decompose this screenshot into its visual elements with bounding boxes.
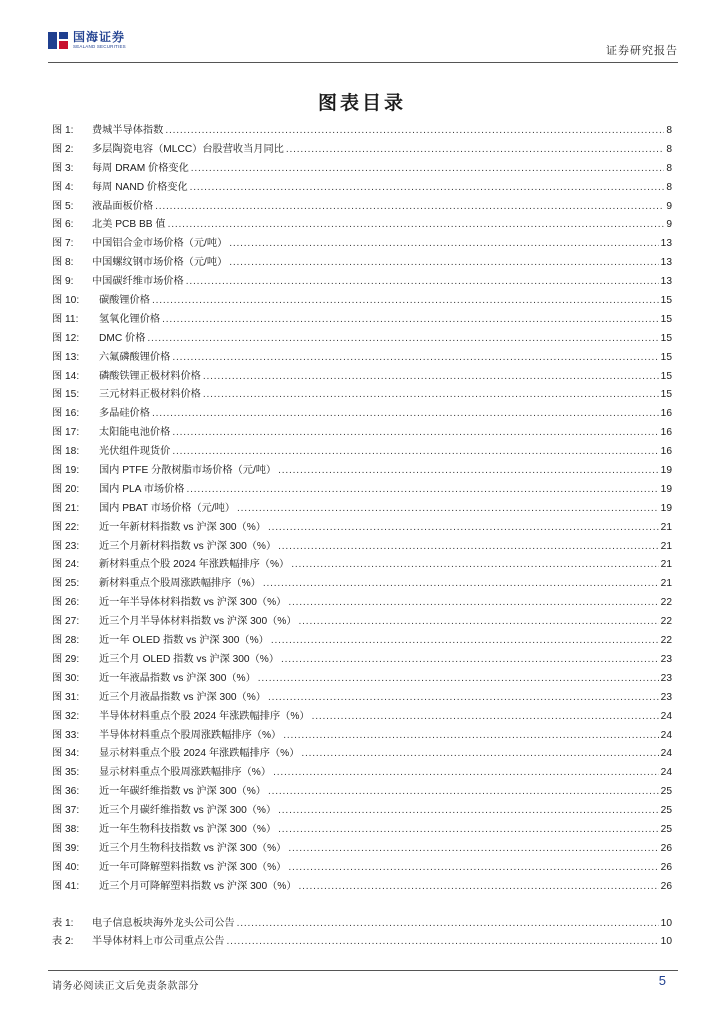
toc-entry-title: 磷酸铁锂正极材料价格 [99,370,201,382]
toc-dot-leader [172,427,658,438]
toc-entry-page: 15 [660,295,672,307]
toc-entry-label: 图 29: [52,653,80,665]
toc-figure-entry[interactable] [52,310,672,329]
toc-entry-title: 半导体材料重点个股 2024 年涨跌幅排序（%） [99,710,310,722]
toc-figure-entry[interactable] [52,423,672,442]
toc-entry-title: 近一年新材料指数 vs 沪深 300（%） [99,521,266,533]
logo-name-en: SEALAND SECURITIES [73,43,126,49]
toc-entry-title: 近三个月半导体材料指数 vs 沪深 300（%） [99,616,297,628]
toc-entry-label: 图 34: [52,748,80,760]
toc-dot-leader [273,767,659,778]
toc-entry-page: 8 [666,125,672,136]
page-number: 5 [658,973,666,988]
toc-dot-leader [268,522,659,533]
toc-entry-page: 26 [660,880,672,892]
toc-entry-page: 21 [660,559,672,571]
toc-figure-entry[interactable] [52,858,672,877]
toc-entry-page: 24 [660,748,672,760]
toc-dot-leader [258,673,659,684]
toc-entry-label: 图 4: [52,181,74,193]
toc-dot-leader [278,465,659,476]
toc-dot-leader [172,352,658,363]
toc-figure-entry[interactable] [52,253,672,272]
toc-entry-label: 图 33: [52,729,80,741]
toc-figure-entry[interactable] [52,197,672,216]
toc-entry-label: 图 27: [52,616,80,628]
toc-entry-label: 图 8: [52,257,74,269]
toc-entry-title: 国内 PBAT 市场价格（元/吨） [99,502,236,514]
logo-mark-icon [48,30,68,50]
toc-dot-leader [299,616,659,627]
toc-entry-label: 表 2: [52,936,74,948]
toc-figure-entry[interactable] [52,140,672,159]
toc-dot-leader [291,559,658,570]
toc-entry-label: 图 16: [52,408,80,420]
toc-entry-title: 中国铝合金市场价格（元/吨） [92,238,228,250]
toc-entry-label: 图 11: [52,313,79,325]
toc-figure-entry[interactable] [52,839,672,858]
toc-entry-page: 13 [660,238,672,250]
toc-entry-title: 近一年可降解塑料指数 vs 沪深 300（%） [99,861,287,873]
toc-entry-page: 21 [660,540,672,552]
toc-entry-title: 国内 PTFE 分散树脂市场价格（元/吨） [99,465,277,477]
toc-figure-entry[interactable] [52,121,672,140]
toc-entry-label: 图 6: [52,219,74,231]
toc-dot-leader [203,389,659,400]
toc-figure-entry[interactable] [52,272,672,291]
toc-dot-leader [283,730,658,741]
toc-entry-page: 24 [660,767,672,779]
toc-entry-label: 图 39: [52,842,80,854]
toc-entry-label: 图 3: [52,162,74,174]
toc-entry-label: 图 17: [52,427,80,439]
toc-entry-page: 9 [666,219,672,231]
toc-figure-entry[interactable] [52,215,672,234]
toc-dot-leader [301,748,658,759]
toc-entry-title: 中国碳纤维市场价格 [92,276,184,288]
toc-dot-leader [229,257,658,268]
page-title: 图表目录 [317,93,406,114]
toc-figure-entry[interactable] [52,329,672,348]
toc-entry-label: 图 28: [52,635,80,647]
toc-entry-label: 图 19: [52,465,80,477]
toc-figure-entry[interactable] [52,574,672,593]
toc-entry-title: 近一年液晶指数 vs 沪深 300（%） [99,672,256,684]
toc-figure-entry[interactable] [52,461,672,480]
toc-dot-leader [268,692,659,703]
toc-entry-page: 21 [660,521,672,533]
toc-dot-leader [281,654,659,665]
footer-divider [48,970,678,971]
toc-entry-title: 近一年 OLED 指数 vs 沪深 300（%） [99,635,269,647]
toc-entry-page: 19 [660,465,672,477]
toc-entry-page: 22 [660,597,672,609]
toc-dot-leader [191,163,665,174]
toc-entry-page: 26 [660,842,672,854]
toc-entry-title: 近一年碳纤维指数 vs 沪深 300（%） [99,786,266,798]
toc-dot-leader [152,408,659,419]
footer-disclaimer: 请务必阅读正文后免责条款部分 [52,981,199,992]
toc-entry-title: 三元材料正极材料价格 [99,389,201,401]
toc-entry-label: 图 35: [52,767,80,779]
toc-figure-entry[interactable] [52,537,672,556]
toc-entry-title: 中国螺纹钢市场价格（元/吨） [92,257,228,269]
toc-entry-page: 25 [660,805,672,817]
toc-figure-entry[interactable] [52,291,672,310]
toc-figure-entry[interactable] [52,480,672,499]
toc-entry-page: 9 [666,200,672,212]
toc-figure-entry[interactable] [52,631,672,650]
toc-entry-title: 近三个月新材料指数 vs 沪深 300（%） [99,540,277,552]
toc-dot-leader [237,918,659,929]
toc-entry-title: 氢氧化锂价格 [99,313,161,325]
logo-name-cn: 国海证券 [73,29,126,44]
toc-figure-entry[interactable] [52,499,672,518]
toc-entry-label: 图 9: [52,276,74,288]
toc-dot-leader [288,862,658,873]
toc-section-gap [52,896,672,914]
toc-dot-leader [271,635,659,646]
toc-entry-label: 图 5: [52,200,74,212]
toc-figure-entry[interactable] [52,234,672,253]
toc-dot-leader [152,295,659,306]
toc-figure-entry[interactable] [52,744,672,763]
toc-entry-title: 北美 PCB BB 值 [92,219,166,231]
toc-entry-label: 表 1: [52,917,74,929]
toc-entry-label: 图 40: [52,861,80,873]
toc-figure-entry[interactable] [52,555,672,574]
report-type-label: 证券研究报告 [606,45,678,57]
toc-dot-leader [186,276,659,287]
toc-figure-entry[interactable] [52,593,672,612]
company-logo [48,30,126,50]
toc-entry-page: 25 [660,786,672,798]
toc-figure-entry[interactable] [52,442,672,461]
toc-figure-entry[interactable] [52,404,672,423]
toc-dot-leader [190,182,665,193]
toc-entry-page: 15 [660,332,672,344]
toc-figure-entry[interactable] [52,801,672,820]
toc-entry-label: 图 23: [52,540,80,552]
toc-dot-leader [203,371,659,382]
toc-dot-leader [226,936,658,947]
toc-figure-entry[interactable] [52,367,672,386]
toc-entry-page: 8 [666,162,672,174]
toc-dot-leader [286,144,664,155]
toc-entry-page: 15 [660,313,672,325]
toc-entry-label: 图 31: [52,691,80,703]
toc-entry-page: 15 [660,389,672,401]
toc-figure-entry[interactable] [52,877,672,896]
toc-entry-title: 新材料重点个股 2024 年涨跌幅排序（%） [99,559,290,571]
toc-entry-label: 图 1: [52,125,74,136]
toc-entry-label: 图 22: [52,521,80,533]
toc-entry-page: 21 [660,578,672,590]
toc-entry-title: 国内 PLA 市场价格 [99,483,185,495]
toc-dot-leader [278,805,658,816]
toc-entry-title: 太阳能电池价格 [99,427,171,439]
toc-figure-entry[interactable] [52,820,672,839]
toc-entry-page: 8 [666,143,672,155]
toc-entry-page: 24 [660,729,672,741]
toc-entry-title: 近三个月碳纤维指数 vs 沪深 300（%） [99,805,277,817]
toc-figure-entry[interactable] [52,763,672,782]
toc-dot-leader [186,484,658,495]
toc-dot-leader [278,824,658,835]
toc-entry-title: 近三个月 OLED 指数 vs 沪深 300（%） [99,653,280,665]
toc-entry-title: 显示材料重点个股周涨跌幅排序（%） [99,767,272,779]
toc-entry-page: 19 [660,483,672,495]
toc-entry-page: 25 [660,823,672,835]
toc-figure-entry[interactable] [52,726,672,745]
toc-figure-entry[interactable] [52,518,672,537]
toc-figure-entry[interactable] [52,650,672,669]
toc-dot-leader [162,314,659,325]
toc-entry-page: 22 [660,616,672,628]
toc-entry-label: 图 36: [52,786,80,798]
toc-entry-title: 液晶面板价格 [92,200,154,212]
toc-dot-leader [268,786,659,797]
toc-entry-label: 图 12: [52,332,80,344]
toc-entry-title: 显示材料重点个股 2024 年涨跌幅排序（%） [99,748,300,760]
toc-figure-entry[interactable] [52,348,672,367]
toc-figure-entry[interactable] [52,707,672,726]
toc-dot-leader [172,446,658,457]
toc-entry-title: 近三个月液晶指数 vs 沪深 300（%） [99,691,266,703]
toc-entry-title: 碳酸锂价格 [99,295,150,307]
toc-entry-title: 新材料重点个股周涨跌幅排序（%） [99,578,261,590]
toc-entry-page: 16 [660,408,672,420]
toc-dot-leader [288,597,658,608]
toc-entry-label: 图 20: [52,483,80,495]
toc-entry-label: 图 7: [52,238,74,250]
toc-entry-page: 23 [660,691,672,703]
toc-entry-title: 每周 NAND 价格变化 [92,181,188,193]
header-divider [48,62,678,63]
toc-table-entry[interactable] [52,932,672,951]
toc-dot-leader [155,201,664,212]
toc-entry-title: 电子信息板块海外龙头公司公告 [92,917,235,929]
toc-dot-leader [299,881,659,892]
toc-entry-title: 近一年半导体材料指数 vs 沪深 300（%） [99,597,287,609]
toc-figure-entry[interactable] [52,612,672,631]
toc-entry-title: 每周 DRAM 价格变化 [92,162,189,174]
toc-figure-entry[interactable] [52,688,672,707]
toc-figure-entry[interactable] [52,782,672,801]
toc-entry-label: 图 24: [52,559,80,571]
toc-entry-label: 图 26: [52,597,80,609]
toc-entry-label: 图 21: [52,502,80,514]
toc-entry-title: 多层陶瓷电容（MLCC）台股营收当月同比 [92,143,284,155]
toc-entry-page: 10 [660,936,672,948]
toc-figure-entry[interactable] [52,385,672,404]
toc-entry-title: 多晶硅价格 [99,408,150,420]
toc-entry-page: 13 [660,257,672,269]
toc-entry-label: 图 37: [52,805,80,817]
toc-entry-label: 图 41: [52,880,80,892]
toc-dot-leader [147,333,658,344]
toc-dot-leader [165,125,664,136]
toc-entry-label: 图 18: [52,446,80,458]
toc-entry-title: 近三个月可降解塑料指数 vs 沪深 300（%） [99,880,297,892]
toc-entry-title: 六氟磷酸锂价格 [99,351,171,363]
toc-dot-leader [288,843,658,854]
toc-dot-leader [263,578,659,589]
toc-entry-title: 半导体材料重点个股周涨跌幅排序（%） [99,729,282,741]
toc-entry-label: 图 32: [52,710,80,722]
toc-figure-entry[interactable] [52,669,672,688]
toc-entry-title: 近三个月生物科技指数 vs 沪深 300（%） [99,842,287,854]
toc-entry-label: 图 2: [52,143,74,155]
toc-entry-title: 光伏组件现货价 [99,446,171,458]
toc-dot-leader [312,711,659,722]
toc-table-entry[interactable] [52,914,672,933]
page-header [48,22,678,62]
toc-entry-title: DMC 价格 [99,332,146,344]
toc-entry-title: 近一年生物科技指数 vs 沪深 300（%） [99,823,277,835]
toc-entry-page: 15 [660,370,672,382]
toc-figure-entry[interactable] [52,178,672,197]
toc-entry-page: 23 [660,653,672,665]
figure-table-of-contents [52,121,672,951]
toc-entry-page: 22 [660,635,672,647]
toc-entry-page: 26 [660,861,672,873]
toc-entry-page: 15 [660,351,672,363]
toc-entry-page: 16 [660,446,672,458]
toc-entry-label: 图 25: [52,578,80,590]
toc-entry-page: 10 [660,917,672,929]
toc-entry-page: 19 [660,502,672,514]
toc-figure-entry[interactable] [52,159,672,178]
toc-entry-label: 图 14: [52,370,80,382]
toc-entry-page: 23 [660,672,672,684]
toc-entry-label: 图 13: [52,351,80,363]
toc-entry-page: 8 [666,181,672,193]
toc-entry-title: 费城半导体指数 [92,125,164,136]
toc-entry-label: 图 15: [52,389,80,401]
toc-entry-page: 16 [660,427,672,439]
toc-dot-leader [168,219,665,230]
toc-entry-page: 13 [660,276,672,288]
toc-entry-label: 图 38: [52,823,80,835]
toc-dot-leader [229,238,658,249]
toc-dot-leader [237,503,659,514]
toc-entry-page: 24 [660,710,672,722]
toc-entry-title: 半导体材料上市公司重点公告 [92,936,225,948]
toc-entry-label: 图 30: [52,672,80,684]
toc-dot-leader [278,541,658,552]
toc-entry-label: 图 10: [52,295,80,307]
